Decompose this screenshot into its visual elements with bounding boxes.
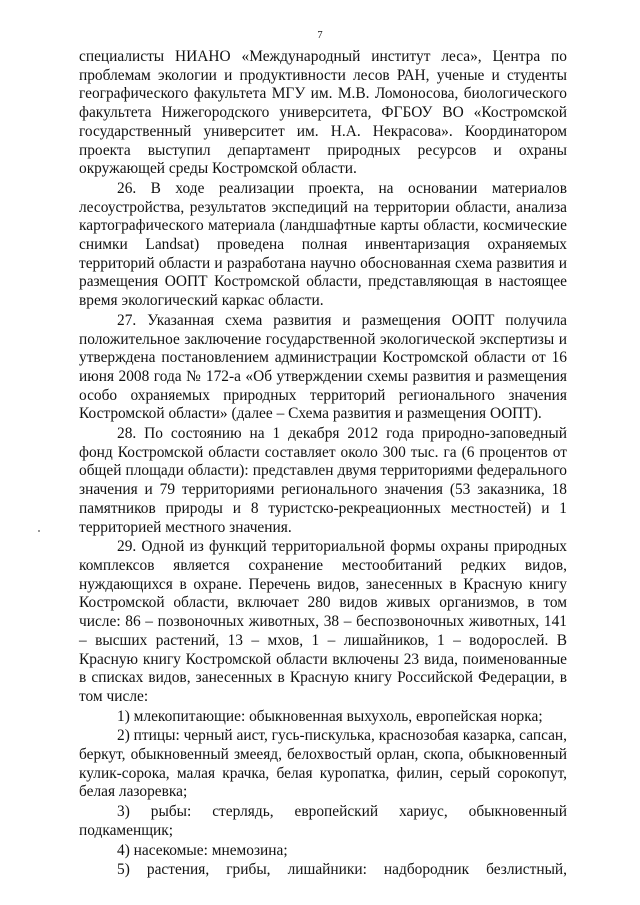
paragraph-29: 29. Одной из функций территориальной формы охраны природных комплексов является сохранение местообитаний редких видов, нуждающихся в охране. Перечень видов, занесенных в Красную книгу Костромской области, включает 280 видов живых организмов, в том числе: 86 – позвоночных животных, 38 – беспозвоночных животных, 141 – высших растений, 13 – мхов, 1 – лишайников, 1 – водорослей. В Красную книгу Костромской области включены 23 вида, поименованные в списках видов, занесенных в Красную книгу Российской Федерации, в том числе:: [79, 538, 567, 705]
paragraph-continuation: специалисты НИАНО «Международный институт леса», Центра по проблемам экологии и продуктивности лесов РАН, ученые и студенты географического факультета МГУ им. М.В. Ломоносова, биологического факультета Нижегородского университета, ФГБОУ ВО «Костромской государственный университет им. Н.А. Некрасова». Координатором проекта выступил департамент природных ресурсов и охраны окружающей среды Костромской области.: [79, 48, 567, 178]
scan-speck: [38, 530, 40, 532]
paragraph-27: 27. Указанная схема развития и размещения ООПТ получила положительное заключение государственной экологической экспертизы и утверждена постановлением администрации Костромской области от 16 июня 2008 года № 172-а «Об утверждении схемы развития и размещения особо охраняемых природных территорий регионального значения Костромской области» (далее – Схема развития и размещения ООПТ).: [79, 311, 567, 423]
paragraph-28: 28. По состоянию на 1 декабря 2012 года природно-заповедный фонд Костромской области составляет около 300 тыс. га (6 процентов от общей площади области): представлен двумя территориями федерального значения и 79 территориями регионального значения (53 заказника, 18 памятников природы и 8 туристско-рекреационных местностей) и 1 территорией местного значения.: [79, 425, 567, 536]
page-number: 7: [317, 30, 323, 41]
document-body: [79, 48, 567, 880]
list-item-mammals: 1) млекопитающие: обыкновенная выхухоль, европейская норка;: [117, 707, 543, 725]
list-item-plants: 5) растения, грибы, лишайники: надбородник безлистный,: [117, 861, 567, 879]
paragraph-26: 26. В ходе реализации проекта, на основании материалов лесоустройства, результатов экспедиций на территории области, анализа картографического материала (ландшафтные карты области, космические снимки Landsat) проведена полная инвентаризация охраняемых территорий области и разработана научно обоснованная схема развития и размещения ООПТ Костромской области, представляющая в настоящее время экологический каркас области.: [79, 179, 567, 310]
list-item-fish: 3) рыбы: стерлядь, европейский хариус, обыкновенный подкаменщик;: [79, 803, 567, 839]
list-item-birds: 2) птицы: черный аист, гусь-пискулька, краснозобая казарка, сапсан, беркут, обыкновенный змееяд, белохвостый орлан, скопа, обыкновенный кулик-сорока, малая крачка, белая куропатка, филин, серый сорокопут, белая лазоревка;: [79, 727, 568, 801]
list-item-insects: 4) насекомые: мнемозина;: [117, 841, 288, 859]
